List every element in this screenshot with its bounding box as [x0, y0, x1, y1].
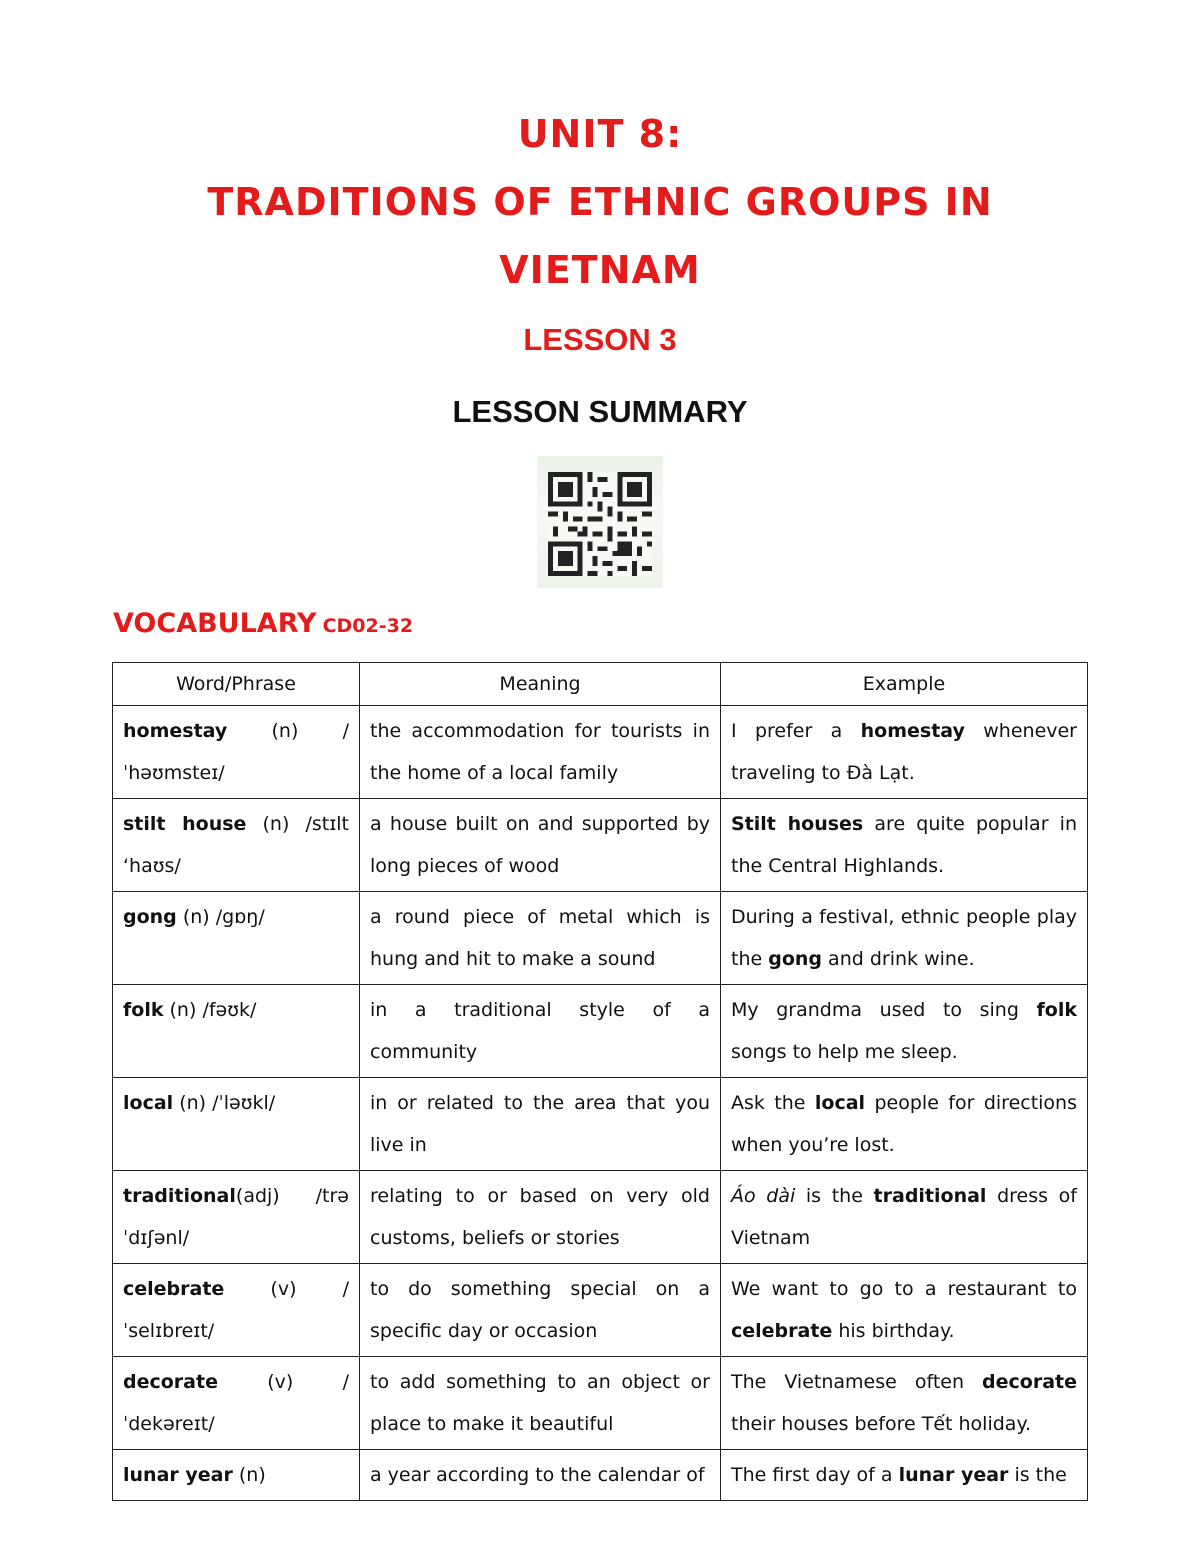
- vocab-word: stilt house: [123, 813, 247, 835]
- example-text-after: people for directions when you’re lost.: [731, 1092, 1077, 1156]
- phonetic-transcription: /ˈselɪbreɪt/: [123, 1278, 349, 1342]
- vocabulary-table: [112, 662, 1088, 1501]
- meaning-text: relating to or based on very old customs, beliefs or stories: [370, 1185, 710, 1249]
- example-cell: [721, 1357, 1088, 1450]
- table-row: [113, 1078, 1088, 1171]
- meaning-cell: [360, 799, 721, 892]
- table-row: [113, 1450, 1088, 1501]
- vocabulary-title: VOCABULARY: [113, 608, 317, 639]
- meaning-text: to do something special on a specific day or occasion: [370, 1278, 710, 1342]
- example-text-after: and drink wine.: [822, 948, 975, 970]
- vocab-word: homestay: [123, 720, 228, 742]
- example-text-before: The first day of a: [731, 1464, 899, 1486]
- meaning-text: in or related to the area that you live in: [370, 1092, 710, 1156]
- column-header-word: Word/Phrase: [113, 663, 360, 706]
- example-text-after: dress of Vietnam: [731, 1185, 1077, 1249]
- unit-heading: UNIT 8:: [517, 112, 683, 156]
- example-highlighted-word: homestay: [860, 720, 965, 742]
- column-header-meaning: Meaning: [360, 663, 721, 706]
- table-row: [113, 799, 1088, 892]
- example-cell: [721, 1078, 1088, 1171]
- example-highlighted-word: celebrate: [731, 1320, 833, 1342]
- example-cell: [721, 985, 1088, 1078]
- vocab-word: folk: [123, 999, 164, 1021]
- table-row: [113, 892, 1088, 985]
- part-of-speech: (n): [227, 720, 299, 742]
- unit-title-line2: VIETNAM: [499, 248, 701, 292]
- example-cell: [721, 892, 1088, 985]
- meaning-cell: [360, 1357, 721, 1450]
- word-cell: [113, 1357, 360, 1450]
- meaning-cell: [360, 1264, 721, 1357]
- example-highlighted-word: traditional: [873, 1185, 987, 1207]
- part-of-speech: (v): [224, 1278, 297, 1300]
- example-cell: [721, 1450, 1088, 1501]
- meaning-cell: [360, 706, 721, 799]
- example-highlighted-word: lunar year: [898, 1464, 1009, 1486]
- example-highlighted-word: Stilt houses: [731, 813, 864, 835]
- meaning-cell: [360, 1171, 721, 1264]
- meaning-cell: [360, 1450, 721, 1501]
- meaning-cell: [360, 892, 721, 985]
- table-row: [113, 706, 1088, 799]
- word-cell: [113, 1264, 360, 1357]
- phonetic-transcription: /stɪlt ‘haʊs/: [123, 813, 349, 877]
- meaning-text: a round piece of metal which is hung and hit to make a sound: [370, 906, 710, 970]
- example-text-after: their houses before Tết holiday.: [731, 1413, 1032, 1435]
- example-highlighted-word: local: [814, 1092, 866, 1114]
- word-cell: [113, 799, 360, 892]
- example-text-after: songs to help me sleep.: [731, 1041, 958, 1063]
- vocabulary-heading: [113, 608, 413, 639]
- audio-track-code[interactable]: CD02-32: [322, 615, 414, 637]
- word-cell: [113, 1171, 360, 1264]
- meaning-text: the accommodation for tourists in the home of a local family: [370, 720, 710, 784]
- phonetic-transcription: /ˈdekəreɪt/: [123, 1371, 349, 1435]
- part-of-speech: (n): [246, 813, 290, 835]
- vocab-word: gong: [123, 906, 177, 928]
- example-text-after: are quite popular in the Central Highlands.: [731, 813, 1077, 877]
- meaning-cell: [360, 985, 721, 1078]
- part-of-speech: (n): [173, 1092, 207, 1114]
- phonetic-transcription: /ˈləʊkl/: [212, 1092, 276, 1114]
- meaning-cell: [360, 1078, 721, 1171]
- word-cell: [113, 985, 360, 1078]
- example-text-before: We want to go to a restaurant to: [731, 1278, 1077, 1300]
- phonetic-transcription: /fəʊk/: [202, 999, 257, 1021]
- vocab-word: traditional: [123, 1185, 236, 1207]
- example-highlighted-word: gong: [768, 948, 823, 970]
- table-header-row: [113, 663, 1088, 706]
- word-cell: [113, 1450, 360, 1501]
- part-of-speech: (n): [163, 999, 197, 1021]
- unit-title-line1: TRADITIONS OF ETHNIC GROUPS IN: [207, 180, 993, 224]
- example-text-after: is the: [1008, 1464, 1067, 1486]
- part-of-speech: (n): [232, 1464, 266, 1486]
- word-cell: [113, 706, 360, 799]
- lesson-number: LESSON 3: [523, 322, 677, 357]
- table-row: [113, 1171, 1088, 1264]
- part-of-speech: (adj): [235, 1185, 280, 1207]
- part-of-speech: (n): [176, 906, 210, 928]
- vocab-word: celebrate: [123, 1278, 225, 1300]
- phonetic-transcription: /gɒŋ/: [215, 906, 265, 928]
- vocab-word: lunar year: [123, 1464, 233, 1486]
- column-header-example: Example: [721, 663, 1088, 706]
- part-of-speech: (v): [217, 1371, 294, 1393]
- table-row: [113, 985, 1088, 1078]
- example-text-before: During a festival, ethnic people play the: [731, 906, 1077, 970]
- example-text-before: I prefer a: [731, 720, 861, 742]
- meaning-text: a year according to the calendar of: [370, 1464, 705, 1486]
- example-highlighted-word: folk: [1036, 999, 1077, 1021]
- example-cell: [721, 706, 1088, 799]
- phonetic-transcription: /trə ˈdɪʃənl/: [123, 1185, 349, 1249]
- example-text-before: Ask the: [731, 1092, 815, 1114]
- lesson-summary-heading: LESSON SUMMARY: [452, 394, 748, 429]
- vocab-word: local: [123, 1092, 174, 1114]
- example-text-before: My grandma used to sing: [731, 999, 1037, 1021]
- meaning-text: in a traditional style of a community: [370, 999, 710, 1063]
- word-cell: [113, 1078, 360, 1171]
- table-row: [113, 1264, 1088, 1357]
- example-italic-term: Áo dài: [731, 1185, 796, 1207]
- example-cell: [721, 1264, 1088, 1357]
- example-text-before: The Vietnamese often: [731, 1371, 983, 1393]
- example-text-after: whenever traveling to Đà Lạt.: [731, 720, 1077, 784]
- table-row: [113, 1357, 1088, 1450]
- phonetic-transcription: /ˈhəʊmsteɪ/: [123, 720, 349, 784]
- meaning-text: to add something to an object or place to make it beautiful: [370, 1371, 710, 1435]
- qr-code-icon[interactable]: [537, 456, 663, 588]
- example-text-before: is the: [795, 1185, 874, 1207]
- vocab-word: decorate: [123, 1371, 218, 1393]
- meaning-text: a house built on and supported by long pieces of wood: [370, 813, 710, 877]
- example-cell: [721, 1171, 1088, 1264]
- example-text-after: his birthday.: [832, 1320, 955, 1342]
- word-cell: [113, 892, 360, 985]
- example-cell: [721, 799, 1088, 892]
- example-highlighted-word: decorate: [982, 1371, 1077, 1393]
